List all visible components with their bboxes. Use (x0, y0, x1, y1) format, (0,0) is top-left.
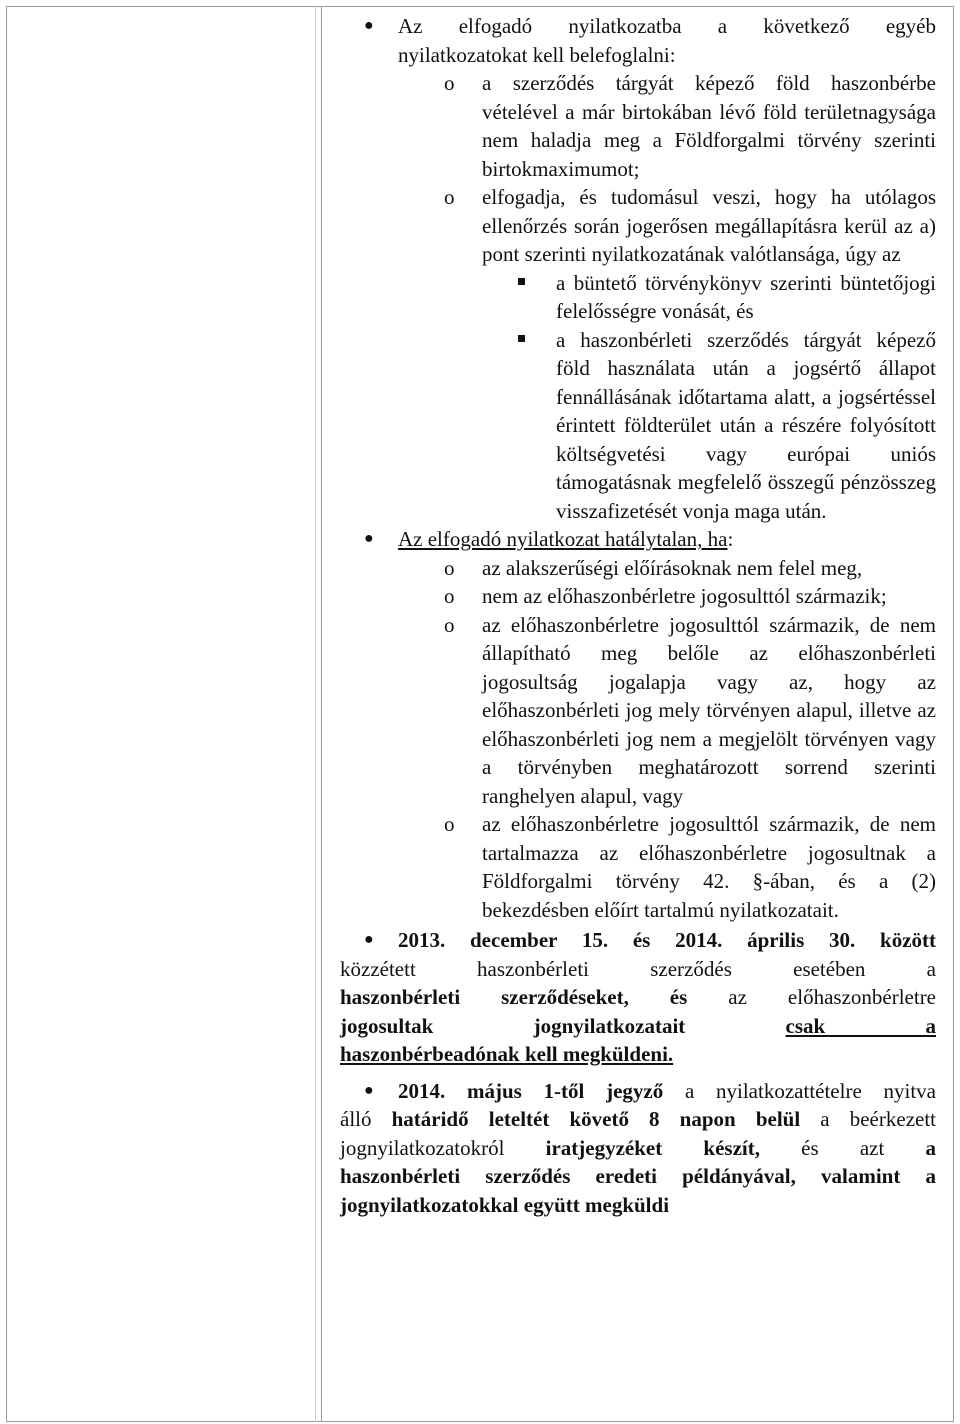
section1-intro-line2: nyilatkozatokat kell belefoglalni: (398, 42, 676, 67)
list-item (340, 582, 936, 611)
list-item-text: az alakszerűségi előírásoknak nem felel meg, (482, 555, 863, 580)
circle-bullet-icon: o (444, 812, 455, 836)
list-item (340, 183, 936, 269)
section3-bold-text: haszonbérleti szerződéseket, és (340, 985, 688, 1009)
section-notary-duty (340, 1077, 936, 1220)
document-content (340, 12, 936, 1219)
section4-bold-text: 2014. május 1-től jegyző (398, 1078, 664, 1103)
list-item (340, 554, 936, 583)
column-divider-inner (315, 6, 316, 1422)
bullet-icon: ● (364, 530, 374, 547)
list-item (340, 810, 936, 924)
circle-bullet-icon: o (444, 71, 455, 95)
column-divider (321, 6, 322, 1422)
sub-list-item-text: a haszonbérleti szerződés tárgyát képező föld használata után a jogsértő állapot fennállásának időtartama alatt, a jogsértéssel érintett földterület után a részére folyósított költségvetési vagy európai uniós támogatásnak megfelelő összegű pénzösszeg visszafizetését vonja maga után. (556, 327, 936, 523)
list-item (340, 69, 936, 183)
list-item-text: nem az előhaszonbérletre jogosulttól származik; (482, 584, 887, 608)
bullet-icon: ● (364, 931, 374, 948)
section3-bold-text: jogosultak jognyilatkozatait (340, 1013, 686, 1038)
section-publication-period (340, 926, 936, 1069)
section3-line3 (340, 983, 936, 1012)
section3-date-range: 2013. december 15. és 2014. április 30. között (398, 928, 936, 952)
section4-line5: jognyilatkozatokkal együtt megküldi (340, 1192, 670, 1217)
section3-line5: haszonbérbeadónak kell megküldeni. (340, 1042, 674, 1066)
section4-plain-text: és azt (759, 1135, 926, 1160)
sub-list-item (340, 269, 936, 326)
section4-bold-text: határidő leteltét követő 8 napon belül (391, 1107, 801, 1131)
section3-line2: közzétett haszonbérleti szerződés esetében a (340, 956, 936, 981)
list-item-text: a szerződés tárgyát képező föld haszonbérbe vételével a már birtokában lévő föld területnagysága nem haladja meg a Földforgalmi törvény szerinti birtokmaximumot; (482, 71, 936, 181)
section3-line4 (340, 1012, 936, 1041)
section-acceptance-statements (340, 12, 936, 41)
section3-line1 (340, 926, 936, 955)
circle-bullet-icon: o (444, 185, 455, 209)
section4-bold-text: iratjegyzéket készít, (545, 1135, 760, 1160)
section4-plain-text: álló (340, 1107, 392, 1131)
section2-heading: Az elfogadó nyilatkozat hatálytalan, ha (398, 527, 728, 551)
list-item-text: elfogadja, és tudomásul veszi, hogy ha utólagos ellenőrzés során jogerősen megállapításra kerül az a) pont szerinti nyilatkozatának valótlansága, úgy az (482, 185, 936, 266)
section-ineffective-conditions (340, 525, 936, 554)
section4-plain-text: a beérkezett (800, 1107, 937, 1131)
bullet-icon: ● (364, 17, 374, 34)
section3-underlined-text: csak a (785, 1013, 936, 1038)
circle-bullet-icon: o (444, 584, 455, 608)
list-item-text: az előhaszonbérletre jogosulttól származik, de nem tartalmazza az előhaszonbérletre jogosultnak a Földforgalmi törvény 42. §-ában, és a (2) bekezdésben előírt tartalmú nyilatkozatait. (482, 812, 936, 922)
section4-line2 (340, 1105, 936, 1134)
circle-bullet-icon: o (444, 612, 455, 637)
section4-plain-text: a nyilatkozattételre nyitva (663, 1078, 936, 1103)
list-item (340, 611, 936, 811)
sub-list-item (340, 326, 936, 526)
bullet-icon: ● (364, 1081, 374, 1099)
section1-intro-line1: Az elfogadó nyilatkozatba a következő egyéb (398, 14, 936, 38)
section3-plain-text: az előhaszonbérletre (687, 985, 937, 1009)
sub-list-item-text: a büntető törvénykönyv szerinti büntetőjogi felelősségre vonását, és (556, 270, 936, 323)
list-item-text: az előhaszonbérletre jogosulttól származik, de nem állapítható meg belőle az előhaszonbérleti jogosultság jogalapja vagy az, hogy az előhaszonbérleti jog mely törvényen alapul, illetve az előhaszonbérleti jog nem a megjelölt törvényen vagy a törvényben meghatározott sorrend szerinti ranghelyen alapul, vagy (482, 612, 936, 808)
section4-line4: haszonbérleti szerződés eredeti példányával, valamint a (340, 1164, 936, 1188)
section2-heading-colon: : (727, 527, 734, 551)
section4-plain-text: jognyilatkozatokról (340, 1135, 546, 1160)
square-bullet-icon (518, 278, 525, 285)
circle-bullet-icon: o (444, 555, 455, 580)
section4-line3 (340, 1134, 936, 1163)
section4-bold-text: a (925, 1135, 936, 1160)
square-bullet-icon (518, 335, 525, 342)
section4-line1 (340, 1077, 936, 1106)
